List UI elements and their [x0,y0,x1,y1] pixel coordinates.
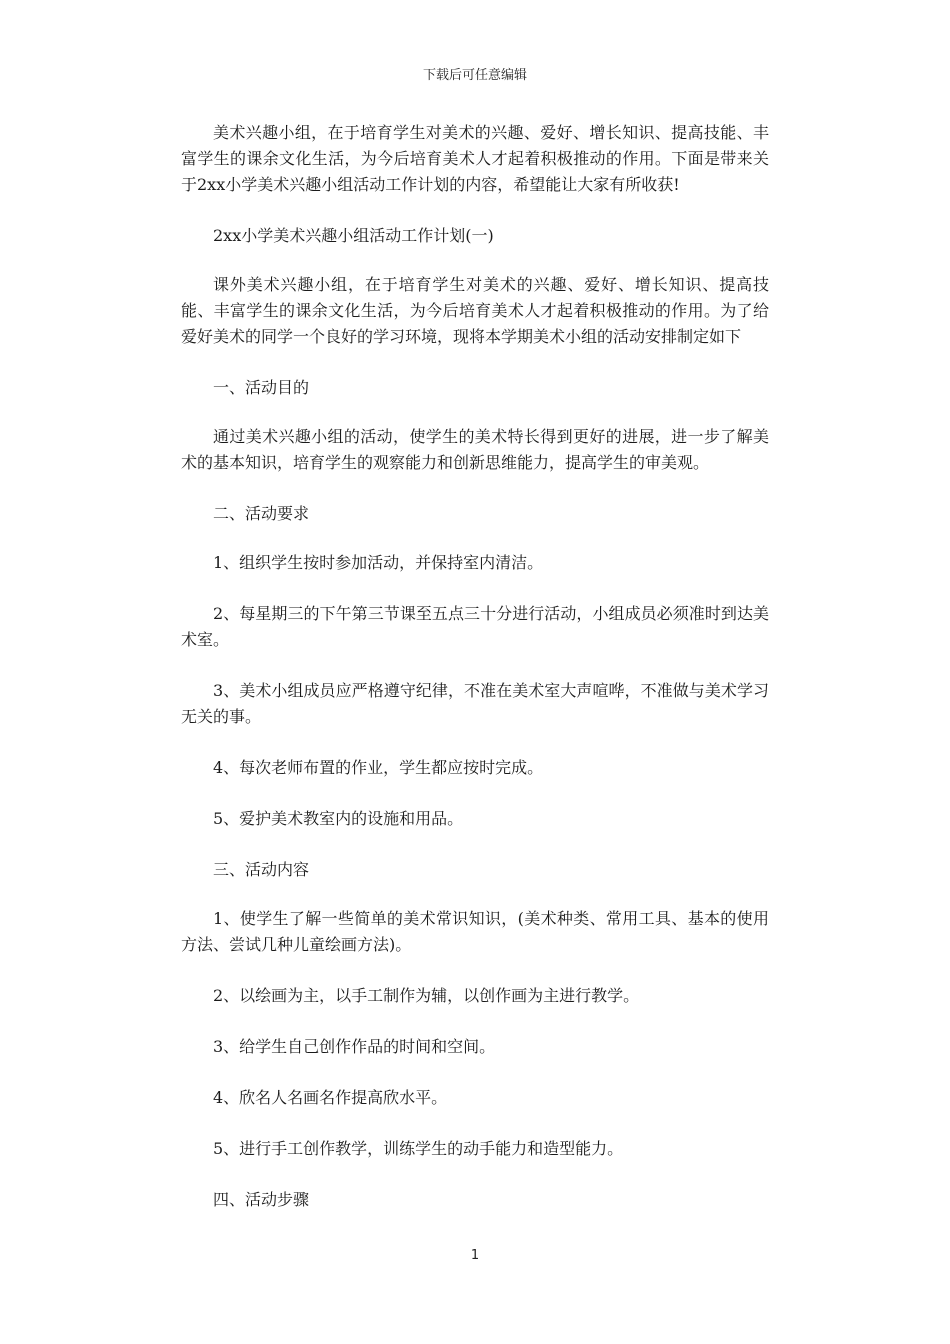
requirement-item: 2、每星期三的下午第三节课至五点三十分进行活动，小组成员必须准时到达美术室。 [181,604,769,649]
document-body [181,120,769,1236]
content-item: 1、使学生了解一些简单的美术常识知识，(美术种类、常用工具、基本的使用方法、尝试几种儿童绘画方法)。 [181,909,769,954]
section-heading-purpose: 一、活动目的 [213,378,310,397]
plan-title: 2xx小学美术兴趣小组活动工作计划(一) [213,226,494,245]
page-header: 下载后可任意编辑 [422,68,527,83]
purpose-paragraph: 通过美术兴趣小组的活动，使学生的美术特长得到更好的进展，进一步了解美术的基本知识，培育学生的观察能力和创新思维能力，提高学生的审美观。 [181,427,769,472]
content-item: 3、给学生自己创作作品的时间和空间。 [213,1037,496,1056]
requirement-item: 3、美术小组成员应严格遵守纪律，不准在美术室大声喧哗，不准做与美术学习无关的事。 [181,681,769,726]
requirement-item: 4、每次老师布置的作业，学生都应按时完成。 [213,758,544,777]
content-item: 2、以绘画为主，以手工制作为辅，以创作画为主进行教学。 [213,986,640,1005]
section-heading-content: 三、活动内容 [213,860,310,879]
intro-paragraph: 美术兴趣小组，在于培育学生对美术的兴趣、爱好、增长知识、提高技能、丰富学生的课余文化生活，为今后培育美术人才起着积极推动的作用。下面是带来关于2xx小学美术兴趣小组活动工作计划的内容，希望能让大家有所收获! [181,123,769,194]
section-heading-requirements: 二、活动要求 [213,504,310,523]
requirement-item: 1、组织学生按时参加活动，并保持室内清洁。 [213,553,544,572]
requirement-item: 5、爱护美术教室内的设施和用品。 [213,809,464,828]
content-item: 5、进行手工创作教学，训练学生的动手能力和造型能力。 [213,1139,624,1158]
content-item: 4、欣名人名画名作提高欣水平。 [213,1088,448,1107]
plan-intro-paragraph: 课外美术兴趣小组，在于培育学生对美术的兴趣、爱好、增长知识、提高技能、丰富学生的课余文化生活，为今后培育美术人才起着积极推动的作用。为了给爱好美术的同学一个良好的学习环境，现将本学期美术小组的活动安排制定如下 [181,275,769,346]
page-number: 1 [470,1248,480,1263]
section-heading-steps: 四、活动步骤 [213,1190,310,1209]
